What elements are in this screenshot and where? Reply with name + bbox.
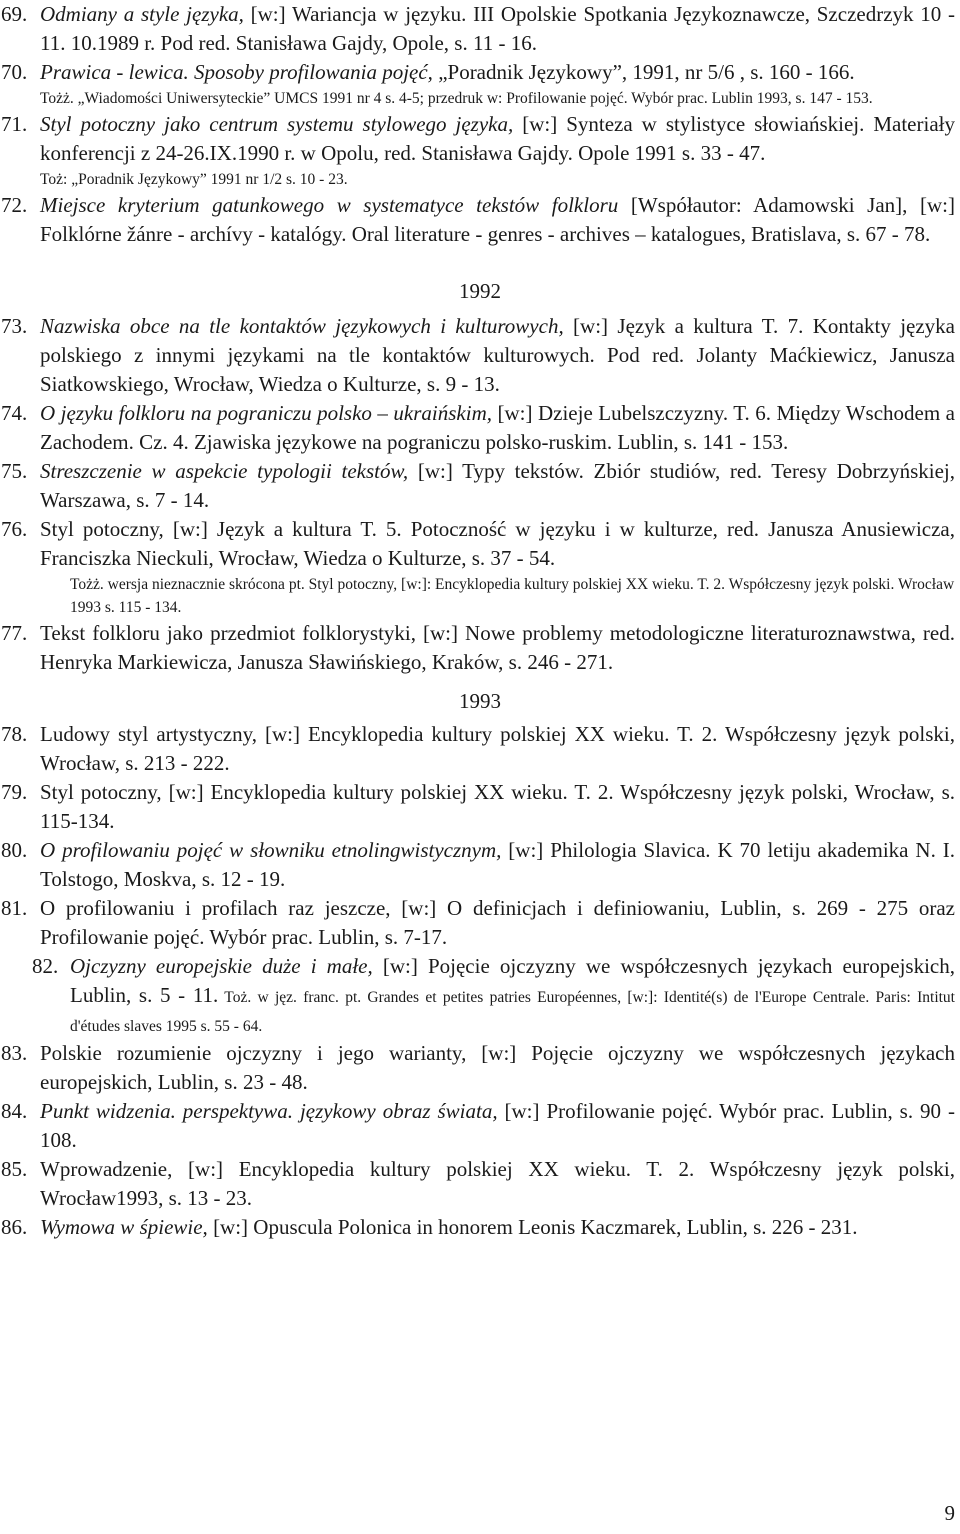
entry-details: [w:] Dzieje Lubelszczyzny. T. 6. Między Wschodem a Zachodem. Cz. 4. Zjawiska językowe na pograniczu polsko-ruskim. Lublin, s. 141 - 153.: [40, 401, 956, 454]
entry-number: 83.: [1, 1041, 28, 1065]
bibliography-entry: [0, 58, 960, 87]
entry-details: [Współautor: Adamowski Jan], [w:] Folklórne žánre - archívy - katalógy. Oral literature - genres - archives – katalogues, Bratislava, s. 67 - 78.: [40, 193, 955, 246]
bibliography-entry: [0, 312, 960, 399]
entry-note: Toż: „Poradnik Językowy” 1991 nr 1/2 s. 10 - 23.: [40, 171, 348, 188]
bibliography-entry: [0, 515, 960, 573]
bibliography-entry: [0, 778, 960, 836]
entry-title: Ojczyzny europejskie duże i małe,: [70, 954, 373, 978]
entry-title: Streszczenie w aspekcie typologii tekstów,: [40, 459, 409, 483]
entry-details: Wprowadzenie, [w:] Encyklopedia kultury polskiej XX wieku. T. 2. Współczesny język polski, Wrocław1993, s. 13 - 23.: [40, 1157, 955, 1210]
bibliography-entry: [0, 952, 960, 1039]
bibliography-entry: [0, 399, 960, 457]
bibliography-entry: [0, 836, 960, 894]
entry-details: „Poradnik Językowy”, 1991, nr 5/6 , s. 160 - 166.: [432, 60, 855, 84]
entry-title: Miejsce kryterium gatunkowego w systematyce tekstów folkloru: [40, 193, 619, 217]
entry-details: Styl potoczny, [w:] Encyklopedia kultury polskiej XX wieku. T. 2. Współczesny język polski, Wrocław, s. 115-134.: [40, 780, 955, 833]
bibliography-entry: [0, 619, 960, 677]
entry-number: 82.: [32, 954, 59, 978]
entry-number: 75.: [1, 459, 28, 483]
entry-note: Tożż. „Wiadomości Uniwersyteckie” UMCS 1991 nr 4 s. 4-5; przedruk w: Profilowanie pojęć. Wybór prac. Lublin 1993, s. 147 - 153.: [40, 90, 873, 107]
entry-number: 72.: [1, 193, 28, 217]
entry-details: [w:] Typy tekstów. Zbiór studiów, red. Teresy Dobrzyńskiej, Warszawa, s. 7 - 14.: [40, 459, 955, 512]
entry-details: Styl potoczny, [w:] Język a kultura T. 5. Potoczność w języku i w kulturze, red. Janusza Anusiewicza, Franciszka Nieckuli, Wrocław, Wiedza o Kulturze, s. 37 - 54.: [40, 517, 955, 570]
entry-number: 76.: [1, 517, 28, 541]
page-number: 9: [944, 1501, 955, 1525]
bibliography-entry: [0, 1097, 960, 1155]
bibliography-entry: [0, 110, 960, 168]
entry-number: 84.: [1, 1099, 28, 1123]
entry-number: 71.: [1, 112, 28, 136]
bibliography-entry: [0, 0, 960, 58]
entry-number: 85.: [1, 1157, 28, 1181]
entry-details: [w:] Opuscula Polonica in honorem Leonis Kaczmarek, Lublin, s. 226 - 231.: [207, 1215, 858, 1239]
entry-number: 86.: [1, 1215, 28, 1239]
entry-number: 81.: [1, 896, 28, 920]
entry-details: [w:] Profilowanie pojęć. Wybór prac. Lublin, s. 90 - 108.: [40, 1099, 955, 1152]
bibliography-entry: [0, 1155, 960, 1213]
entry-details: [w:] Pojęcie ojczyzny we współczesnych językach europejskich, Lublin, s. 5 - 11.: [70, 954, 955, 1007]
bibliography-entry: [0, 720, 960, 778]
entry-number: 69.: [1, 2, 28, 26]
entry-details: [w:] Wariancja w języku. III Opolskie Spotkania Językoznawcze, Szczedrzyk 10 - 11. 10.1989 r. Pod red. Stanisława Gajdy, Opole, s. 11 - 16.: [40, 2, 955, 55]
entry-title: O profilowaniu pojęć w słowniku etnolingwistycznym,: [40, 838, 502, 862]
entry-title: Punkt widzenia. perspektywa. językowy obraz świata,: [40, 1099, 498, 1123]
entry-details: O profilowaniu i profilach raz jeszcze, [w:] O definicjach i definiowaniu, Lublin, s. 269 - 275 oraz Profilowanie pojęć. Wybór prac. Lublin, s. 7-17.: [40, 896, 955, 949]
entry-number: 73.: [1, 314, 28, 338]
entry-title: Odmiany a style języka,: [40, 2, 244, 26]
year-heading: 1993: [459, 689, 501, 713]
year-heading: 1992: [459, 279, 501, 303]
entry-details: [w:] Synteza w stylistyce słowiańskiej. Materiały konferencji z 24-26.IX.1990 r. w Opolu, red. Stanisława Gajdy. Opole 1991 s. 33 - 47.: [40, 112, 955, 165]
entry-number: 80.: [1, 838, 28, 862]
bibliography-entry: [0, 1213, 960, 1242]
entry-number: 74.: [1, 401, 28, 425]
entry-number: 79.: [1, 780, 28, 804]
bibliography-entry: [0, 191, 960, 249]
bibliography-entry: [0, 1039, 960, 1097]
entry-title: Styl potoczny jako centrum systemu stylowego języka,: [40, 112, 514, 136]
entry-note: Tożż. wersja nieznacznie skrócona pt. Styl potoczny, [w:]: Encyklopedia kultury polskiej XX wieku. T. 2. Współczesny język polski. Wrocław 1993 s. 115 - 134.: [70, 576, 955, 616]
entry-number: 77.: [1, 621, 28, 645]
entry-inline-note: Toż. w jęz. franc. pt. Grandes et petites patries Européennes, [w:]: Identité(s) de l'Europe Centrale. Paris: Intitut d'études slaves 1995 s. 55 - 64.: [70, 989, 955, 1035]
entry-details: Tekst folkloru jako przedmiot folklorystyki, [w:] Nowe problemy metodologiczne literaturoznawstwa, red. Henryka Markiewicza, Janusza Sławińskiego, Kraków, s. 246 - 271.: [40, 621, 955, 674]
entry-title: O języku folkloru na pograniczu polsko – ukraińskim,: [40, 401, 492, 425]
entry-title: Prawica - lewica. Sposoby profilowania pojęć,: [40, 60, 433, 84]
entry-number: 70.: [1, 60, 28, 84]
bibliography-entry: [0, 894, 960, 952]
entry-title: Wymowa w śpiewie,: [40, 1215, 208, 1239]
entry-details: [w:] Język a kultura T. 7. Kontakty języka polskiego z innymi językami na tle kontaktów kulturowych. Pod red. Jolanty Maćkiewicz, Janusza Siatkowskiego, Wrocław, Wiedza o Kulturze, s. 9 - 13.: [40, 314, 955, 396]
entry-details: Ludowy styl artystyczny, [w:] Encyklopedia kultury polskiej XX wieku. T. 2. Współczesny język polski, Wrocław, s. 213 - 222.: [40, 722, 955, 775]
entry-number: 78.: [1, 722, 28, 746]
entry-details: Polskie rozumienie ojczyzny i jego warianty, [w:] Pojęcie ojczyzny we współczesnych językach europejskich, Lublin, s. 23 - 48.: [40, 1041, 955, 1094]
bibliography-entry: [0, 457, 960, 515]
entry-title: Nazwiska obce na tle kontaktów językowych i kulturowych,: [40, 314, 564, 338]
entry-details: [w:] Philologia Slavica. K 70 letiju akademika N. I. Tolstogo, Moskva, s. 12 - 19.: [40, 838, 955, 891]
